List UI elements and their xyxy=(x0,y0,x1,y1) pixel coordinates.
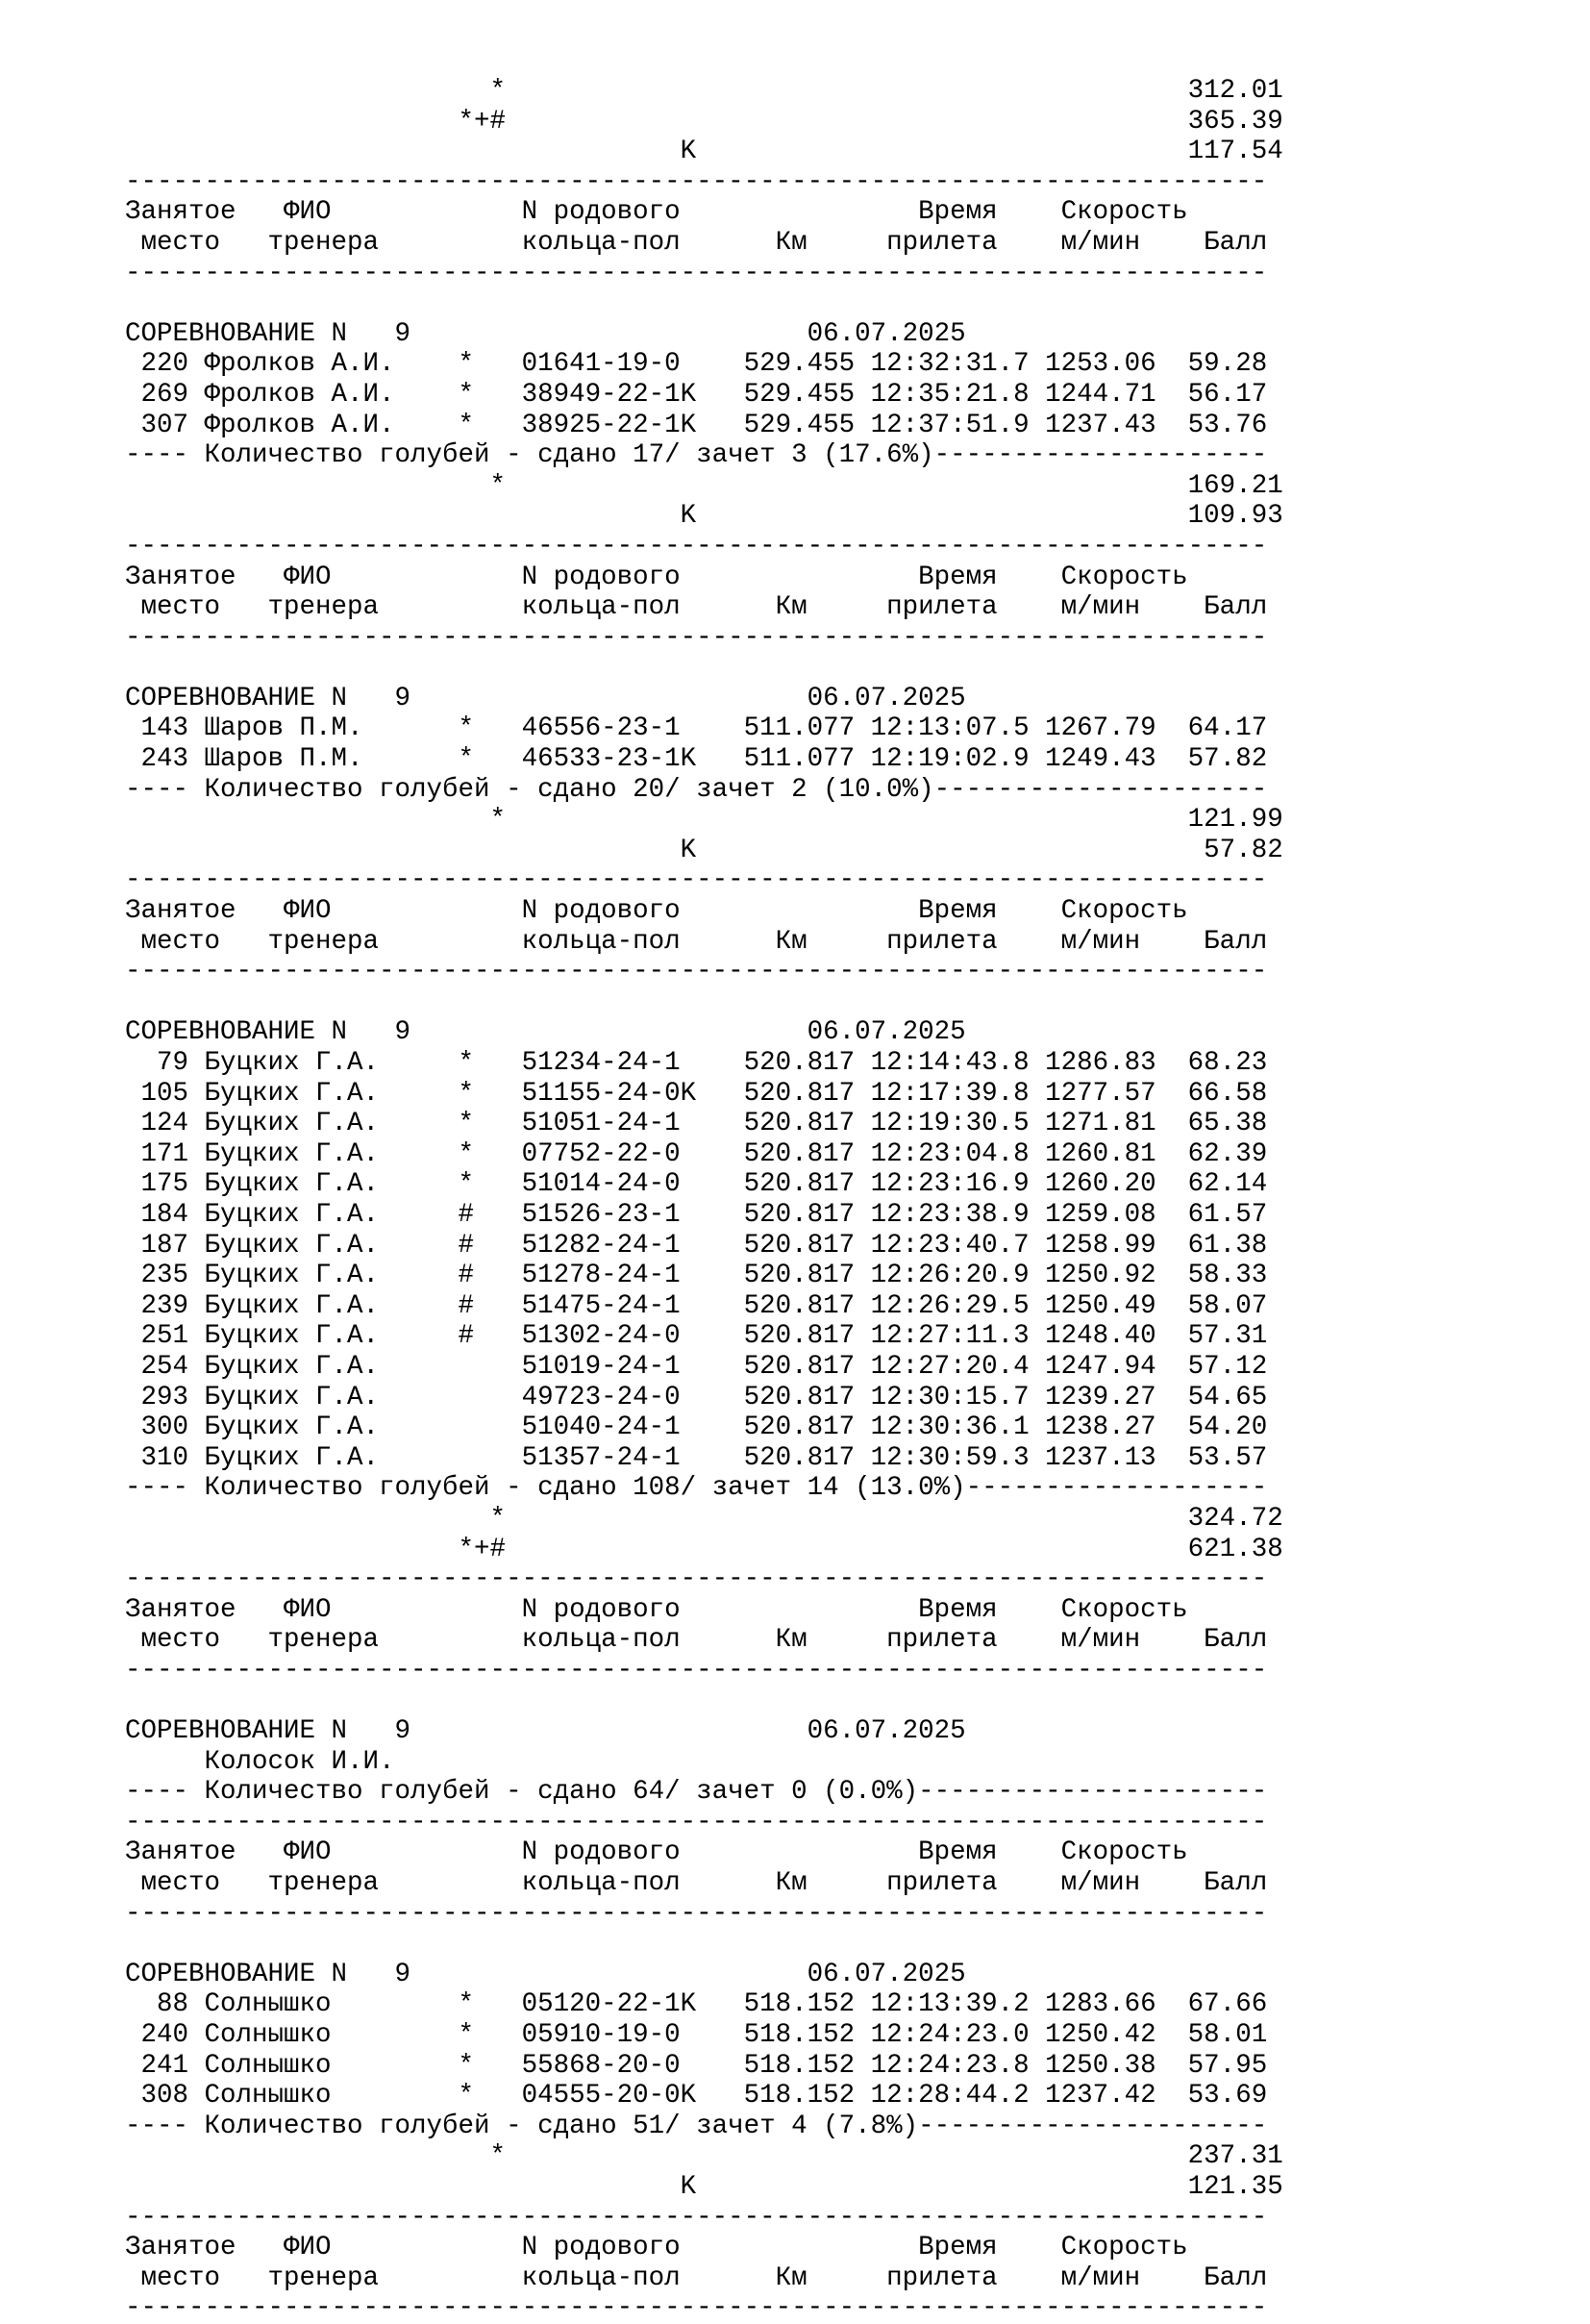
result-row: 243 Шаров П.М. * 46533-23-1K 511.077 12:19:02.9 1249.43 57.82 xyxy=(125,744,1268,775)
result-row: 251 Буцких Г.А. # 51302-24-0 520.817 12:27:11.3 1248.40 57.31 xyxy=(125,1321,1268,1352)
column-header-line: место тренера кольца-пол Км прилета м/мин Балл xyxy=(125,227,1268,258)
result-row: Колосок И.И. xyxy=(125,1746,395,1777)
result-row: 300 Буцких Г.А. 51040-24-1 520.817 12:30:36.1 1238.27 54.20 xyxy=(125,1412,1268,1443)
column-header-line: место тренера кольца-пол Км прилета м/мин Балл xyxy=(125,2262,1268,2293)
separator-rule: ------------------------------------------------------------------------ xyxy=(125,2293,1268,2324)
column-header-line: Занятое ФИО N родового Время Скорость xyxy=(125,197,1188,228)
result-row: 241 Солнышко * 55868-20-0 518.152 12:24:23.8 1250.38 57.95 xyxy=(125,2050,1268,2081)
summary-total-line: K 117.54 xyxy=(125,137,1283,167)
summary-total-line: * 312.01 xyxy=(125,76,1283,106)
pigeon-count-line: ---- Количество голубей - сдано 64/ зачет 0 (0.0%)---------------------- xyxy=(125,1777,1268,1808)
blank-line xyxy=(125,1929,1283,1960)
pigeon-count-line: ---- Количество голубей - сдано 17/ зачет 3 (17.6%)--------------------- xyxy=(125,440,1268,471)
result-row: 307 Фролков А.И. * 38925-22-1K 529.455 12:37:51.9 1237.43 53.76 xyxy=(125,410,1268,440)
result-row: 171 Буцких Г.А. * 07752-22-0 520.817 12:23:04.8 1260.81 62.39 xyxy=(125,1138,1268,1169)
result-row: 79 Буцких Г.А. * 51234-24-1 520.817 12:14:43.8 1286.83 68.23 xyxy=(125,1048,1268,1078)
separator-rule: ------------------------------------------------------------------------ xyxy=(125,1564,1268,1595)
summary-total-line: * 169.21 xyxy=(125,470,1283,501)
separator-rule: ------------------------------------------------------------------------ xyxy=(125,1655,1268,1686)
competition-title-line: СОРЕВНОВАНИЕ N 9 06.07.2025 xyxy=(125,683,966,713)
race-results-printout xyxy=(125,76,1283,2324)
result-row: 308 Солнышко * 04555-20-0K 518.152 12:28:44.2 1237.42 53.69 xyxy=(125,2081,1268,2112)
result-row: 293 Буцких Г.А. 49723-24-0 520.817 12:30:15.7 1239.27 54.65 xyxy=(125,1382,1268,1412)
column-header-line: Занятое ФИО N родового Время Скорость xyxy=(125,896,1188,927)
blank-line xyxy=(125,987,1283,1018)
column-header-line: место тренера кольца-пол Км прилета м/мин Балл xyxy=(125,926,1268,957)
summary-total-line: K 109.93 xyxy=(125,501,1283,532)
separator-rule: ------------------------------------------------------------------------ xyxy=(125,1898,1268,1929)
summary-total-line: * 237.31 xyxy=(125,2141,1283,2172)
separator-rule: ------------------------------------------------------------------------ xyxy=(125,2202,1268,2233)
blank-line xyxy=(125,1686,1283,1716)
result-row: 240 Солнышко * 05910-19-0 518.152 12:24:23.0 1250.42 58.01 xyxy=(125,2020,1268,2050)
summary-total-line: *+# 365.39 xyxy=(125,106,1283,137)
result-row: 220 Фролков А.И. * 01641-19-0 529.455 12:32:31.7 1253.06 59.28 xyxy=(125,349,1268,380)
column-header-line: Занятое ФИО N родового Время Скорость xyxy=(125,562,1188,592)
result-row: 269 Фролков А.И. * 38949-22-1K 529.455 12:35:21.8 1244.71 56.17 xyxy=(125,379,1268,410)
separator-rule: ------------------------------------------------------------------------ xyxy=(125,865,1268,896)
competition-title-line: СОРЕВНОВАНИЕ N 9 06.07.2025 xyxy=(125,1959,966,1989)
result-row: 124 Буцких Г.А. * 51051-24-1 520.817 12:19:30.5 1271.81 65.38 xyxy=(125,1109,1268,1139)
result-row: 187 Буцких Г.А. # 51282-24-1 520.817 12:23:40.7 1258.99 61.38 xyxy=(125,1230,1268,1261)
result-row: 254 Буцких Г.А. 51019-24-1 520.817 12:27:20.4 1247.94 57.12 xyxy=(125,1351,1268,1382)
summary-total-line: * 121.99 xyxy=(125,805,1283,836)
pigeon-count-line: ---- Количество голубей - сдано 108/ зачет 14 (13.0%)------------------- xyxy=(125,1473,1268,1504)
competition-title-line: СОРЕВНОВАНИЕ N 9 06.07.2025 xyxy=(125,1716,966,1747)
result-row: 310 Буцких Г.А. 51357-24-1 520.817 12:30:59.3 1237.13 53.57 xyxy=(125,1442,1268,1473)
column-header-line: место тренера кольца-пол Км прилета м/мин Балл xyxy=(125,1868,1268,1899)
result-row: 88 Солнышко * 05120-22-1K 518.152 12:13:39.2 1283.66 67.66 xyxy=(125,1989,1268,2020)
result-row: 239 Буцких Г.А. # 51475-24-1 520.817 12:26:29.5 1250.49 58.07 xyxy=(125,1290,1268,1321)
separator-rule: ------------------------------------------------------------------------ xyxy=(125,622,1268,653)
blank-line xyxy=(125,653,1283,684)
column-header-line: Занятое ФИО N родового Время Скорость xyxy=(125,1837,1188,1868)
column-header-line: место тренера кольца-пол Км прилета м/мин Балл xyxy=(125,592,1268,623)
column-header-line: место тренера кольца-пол Км прилета м/мин Балл xyxy=(125,1625,1268,1656)
column-header-line: Занятое ФИО N родового Время Скорость xyxy=(125,2233,1188,2263)
result-row: 105 Буцких Г.А. * 51155-24-0K 520.817 12:17:39.8 1277.57 66.58 xyxy=(125,1078,1268,1109)
result-row: 143 Шаров П.М. * 46556-23-1 511.077 12:13:07.5 1267.79 64.17 xyxy=(125,713,1268,744)
result-row: 184 Буцких Г.А. # 51526-23-1 520.817 12:23:38.9 1259.08 61.57 xyxy=(125,1199,1268,1230)
summary-total-line: K 57.82 xyxy=(125,835,1283,865)
separator-rule: ------------------------------------------------------------------------ xyxy=(125,957,1268,987)
competition-title-line: СОРЕВНОВАНИЕ N 9 06.07.2025 xyxy=(125,318,966,349)
separator-rule: ------------------------------------------------------------------------ xyxy=(125,1807,1268,1837)
column-header-line: Занятое ФИО N родового Время Скорость xyxy=(125,1594,1188,1625)
summary-total-line: K 121.35 xyxy=(125,2171,1283,2202)
separator-rule: ------------------------------------------------------------------------ xyxy=(125,531,1268,562)
pigeon-count-line: ---- Количество голубей - сдано 51/ зачет 4 (7.8%)---------------------- xyxy=(125,2111,1268,2141)
result-row: 175 Буцких Г.А. * 51014-24-0 520.817 12:23:16.9 1260.20 62.14 xyxy=(125,1169,1268,1200)
summary-total-line: *+# 621.38 xyxy=(125,1534,1283,1564)
summary-total-line: * 324.72 xyxy=(125,1503,1283,1534)
result-row: 235 Буцких Г.А. # 51278-24-1 520.817 12:26:20.9 1250.92 58.33 xyxy=(125,1261,1268,1291)
pigeon-count-line: ---- Количество голубей - сдано 20/ зачет 2 (10.0%)--------------------- xyxy=(125,774,1268,805)
separator-rule: ------------------------------------------------------------------------ xyxy=(125,258,1268,288)
separator-rule: ------------------------------------------------------------------------ xyxy=(125,166,1268,197)
competition-title-line: СОРЕВНОВАНИЕ N 9 06.07.2025 xyxy=(125,1017,966,1048)
blank-line xyxy=(125,288,1283,319)
